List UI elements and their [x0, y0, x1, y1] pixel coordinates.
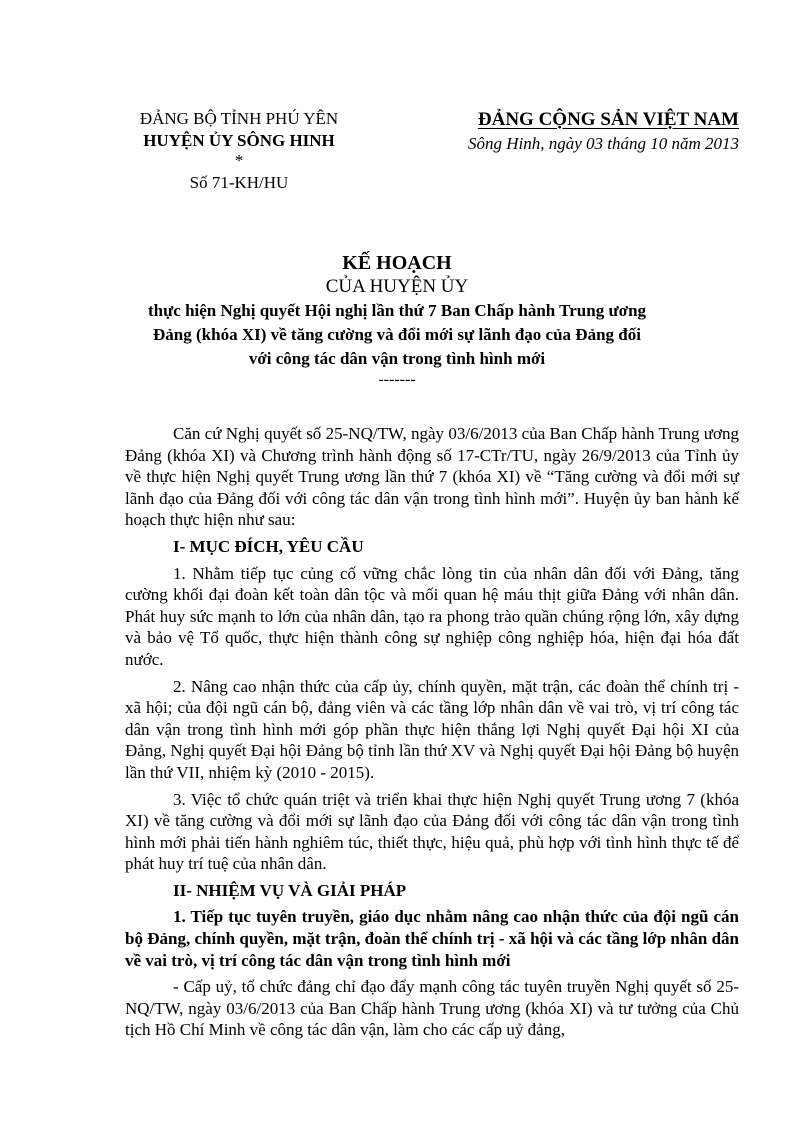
party-heading-block [420, 108, 739, 156]
document-issuer: CỦA HUYỆN ỦY [325, 276, 469, 297]
subject-line-2: Đảng (khóa XI) về tăng cường và đổi mới sự lãnh đạo của Đảng đối [153, 325, 641, 344]
intro-paragraph: Căn cứ Nghị quyết số 25-NQ/TW, ngày 03/6/2013 của Ban Chấp hành Trung ương Đảng (khóa XI) và Chương trình hành động số 17-CTr/TU, ngày 26/9/2013 của Tỉnh ủy về thực hiện Nghị quyết Trung ương lần thứ 7 (khóa XI) về “Tăng cường và đổi mới sự lãnh đạo của Đảng đối với công tác dân vận trong tình hình mới”. Huyện ủy ban hành kế hoạch thực hiện như sau: [125, 424, 739, 530]
place-date: Sông Hinh, ngày 03 tháng 10 năm 2013 [467, 134, 739, 153]
issuer-block [110, 108, 368, 194]
provincial-party-committee: ĐẢNG BỘ TỈNH PHÚ YÊN [139, 109, 339, 128]
section-2-heading: II- NHIỆM VỤ VÀ GIẢI PHÁP [173, 880, 407, 900]
section-1-paragraph-3: 3. Việc tổ chức quán triệt và triển khai thực hiện Nghị quyết Trung ương 7 (khóa XI) về tăng cường và đổi mới sự lãnh đạo của Đảng đối với công tác dân vận trong tình hình mới phải tiến hành nghiêm túc, thiết thực, hiệu quả, phù hợp với tình hình thực tế để phát huy trí tuệ của nhân dân. [125, 789, 739, 874]
document-title-block [100, 250, 694, 390]
separator-star: * [234, 151, 244, 170]
document-number: Số 71-KH/HU [189, 173, 289, 192]
section-2-paragraph-1: - Cấp uỷ, tổ chức đảng chỉ đạo đẩy mạnh công tác tuyên truyền Nghị quyết số 25-NQ/TW, ngày 03/6/2013 của Ban Chấp hành Trung ương (khóa XI) và tư tưởng của Chủ tịch Hồ Chí Minh về công tác dân vận, làm cho các cấp uỷ đảng, [125, 977, 739, 1040]
party-name: ĐẢNG CỘNG SẢN VIỆT NAM [477, 109, 739, 130]
section-2-subheading-1: 1. Tiếp tục tuyên truyền, giáo dục nhằm nâng cao nhận thức của đội ngũ cán bộ Đảng, chính quyền, mặt trận, đoàn thể chính trị - xã hội và các tầng lớp nhân dân về vai trò, vị trí công tác dân vận trong tình hình mới [125, 907, 739, 970]
section-1-heading: I- MỤC ĐÍCH, YÊU CẦU [173, 536, 364, 556]
title-separator: ------- [378, 371, 416, 388]
subject-line-1: thực hiện Nghị quyết Hội nghị lần thứ 7 Ban Chấp hành Trung ương [147, 301, 647, 320]
district-party-committee: HUYỆN ỦY SÔNG HINH [143, 131, 335, 150]
document-type: KẾ HOẠCH [342, 252, 452, 274]
section-1-paragraph-1: 1. Nhằm tiếp tục củng cố vững chắc lòng tin của nhân dân đối với Đảng, tăng cường khối đại đoàn kết toàn dân tộc và mối quan hệ máu thịt giữa Đảng với nhân dân. Phát huy sức mạnh to lớn của nhân dân, tạo ra phong trào quần chúng rộng lớn, xây dựng và bảo vệ Tổ quốc, thực hiện thành công sự nghiệp công nghiệp hóa, hiện đại hóa đất nước. [125, 563, 739, 669]
section-1-paragraph-2: 2. Nâng cao nhận thức của cấp ủy, chính quyền, mặt trận, các đoàn thể chính trị - xã hội; của đội ngũ cán bộ, đảng viên và các tầng lớp nhân dân về vai trò, vị trí công tác dân vận trong tình hình mới góp phần thực hiện thắng lợi Nghị quyết Đại hội XI của Đảng, Nghị quyết Đại hội Đảng bộ tỉnh lần thứ XV và Nghị quyết Đại hội Đảng bộ huyện lần thứ VII, nhiệm kỳ (2010 - 2015). [125, 676, 739, 782]
document-body [125, 423, 739, 1046]
subject-line-3: với công tác dân vận trong tình hình mới [248, 349, 546, 368]
